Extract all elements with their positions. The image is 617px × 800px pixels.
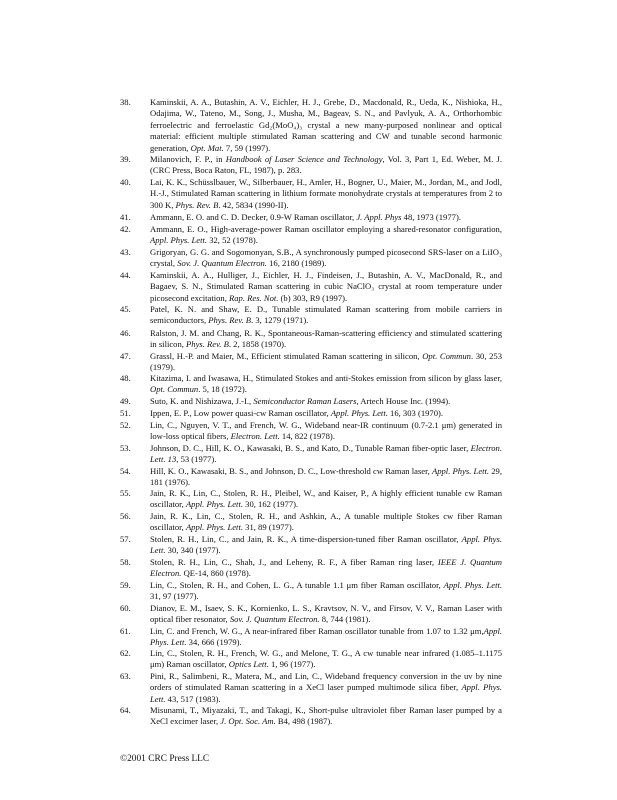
reference-number: 44.: [120, 270, 131, 280]
reference-segment: 43, 517 (1983).: [165, 693, 221, 704]
reference-segment: Ammann, E. O. and C. D. Decker, 0.9-W Raman oscillator,: [150, 212, 357, 222]
reference-number: 61.: [120, 626, 131, 636]
reference-segment: 32, 52 (1978).: [207, 235, 258, 246]
reference-segment: 16, 303 (1970).: [387, 408, 444, 418]
reference-source: Electron. Lett. 13: [150, 443, 502, 465]
reference-source: Opt. Mat.: [190, 142, 224, 153]
reference-number: 45.: [120, 304, 131, 314]
reference-number: 42.: [120, 224, 131, 234]
reference-text: [150, 212, 502, 223]
reference-source: Phys. Rev. B: [175, 199, 219, 210]
reference-source: J. Appl. Phys: [356, 212, 402, 222]
reference-number: 57.: [120, 534, 131, 544]
reference-number: 53.: [120, 443, 131, 453]
reference-number: 49.: [120, 396, 131, 406]
reference-text: [150, 466, 502, 489]
reference-text: [150, 304, 502, 327]
reference-text: [150, 224, 502, 247]
reference-text: [150, 177, 502, 211]
reference-segment: 30, 340 (1977).: [165, 545, 221, 556]
reference-number: 41.: [120, 212, 131, 222]
reference-segment: Lin, C., Nguyen, V. T., and French, W. G., Wideband near-IR continuum (0.7-2.1 μm) generated in low-loss optical fibers,: [150, 420, 502, 442]
reference-segment: Kaminskii, A. A., Hulliger, J., Eichler, H. J., Findeisen, J., Butashin, A. V., MacDonald, R., and Bagaev, S. N., Stimulated Raman scattering in cubic NaClO₃ crystal at room temperature under picosecond excitation,: [150, 270, 502, 303]
reference-source: Appl. Phys. Lett.: [431, 466, 490, 476]
reference-source: Electron. Lett.: [230, 431, 280, 442]
reference-segment: Patel, K. N. and Shaw, E. D., Tunable stimulated Raman scattering from mobile carriers in semiconductors,: [150, 304, 502, 326]
reference-source: Sov. J. Quantum Electron.: [229, 614, 320, 625]
reference-number: 48.: [120, 373, 131, 383]
reference-text: [150, 270, 502, 304]
reference-number: 47.: [120, 351, 131, 361]
reference-source: Handbook of Laser Science and Technology: [225, 154, 383, 164]
reference-text: [150, 154, 502, 177]
reference-number: 59.: [120, 580, 131, 590]
reference-text: [150, 671, 502, 705]
reference-text: [150, 580, 502, 603]
reference-segment: Jain, R. K., Lin, C., Stolen, R. H., Pleibel, W., and Kaiser, P., A highly efficient tunable cw Raman oscillator,: [150, 488, 502, 510]
reference-text: [150, 97, 502, 154]
reference-segment: . 30, 253 (1979).: [150, 351, 502, 373]
reference-number: 40.: [120, 177, 131, 187]
reference-segment: 16, 2180 (1989).: [266, 258, 327, 269]
reference-text: [150, 351, 502, 374]
reference-segment: Ralston, J. M. and Chang, R. K., Spontaneous-Raman-scattering efficiency and stimulated scattering in silicon,: [150, 328, 502, 350]
reference-text: [150, 557, 502, 580]
reference-segment: . 2, 1858 (1970).: [228, 339, 287, 350]
reference-number: 56.: [120, 511, 131, 521]
reference-text: [150, 443, 502, 466]
reference-source: IEEE J. Quantum Electron.: [150, 557, 503, 579]
reference-number: 60.: [120, 603, 131, 613]
reference-source: Optics Lett.: [228, 659, 269, 670]
reference-source: Rap. Res. Not.: [229, 292, 279, 303]
reference-segment: Milanovich, F. P., in: [150, 154, 226, 164]
reference-segment: 30, 162 (1977).: [243, 499, 299, 510]
reference-segment: Ippen, E. P., Low power quasi-cw Raman oscillator,: [150, 408, 331, 418]
reference-text: [150, 603, 502, 626]
reference-segment: Misunami, T., Miyazaki, T., and Takagi, K., Short-pulse ultraviolet fiber Raman laser pumped by a XeCl excimer laser,: [150, 705, 502, 727]
reference-segment: Pini, R., Salimbeni, R., Matera, M., and Lin, C., Wideband frequency conversion in the uv by nine orders of stimulated Raman scattering in a XeCl laser pumped multimode silica fiber,: [150, 671, 502, 693]
reference-text: [150, 373, 502, 396]
reference-text: [150, 328, 502, 351]
reference-segment: B4, 498 (1987).: [275, 716, 333, 727]
reference-source: Appl. Phys. Lett.: [330, 408, 388, 418]
reference-number: 51.: [120, 408, 131, 418]
reference-number: 38.: [120, 97, 131, 107]
reference-source: Opt. Commun: [150, 384, 199, 395]
reference-segment: Hill, K. O., Kawasaki, B. S., and Johnson, D. C., Low-threshold cw Raman laser,: [150, 466, 432, 476]
reference-segment: 1, 96 (1977).: [268, 659, 316, 670]
reference-text: [150, 511, 502, 534]
reference-text: [150, 420, 502, 443]
reference-segment: Lin, C., Stolen, R. H., French, W. G., and Melone, T. G., A cw tunable near infrared (1.085–1.1175 μm) Raman oscillator,: [150, 648, 502, 670]
reference-segment: , Artech House Inc. (1994).: [356, 396, 451, 406]
reference-segment: 14, 822 (1978).: [279, 431, 335, 442]
reference-segment: Lin, C., Stolen, R. H., and Cohen, L. G., A tunable 1.1 μm fiber Raman oscillator,: [150, 580, 444, 590]
reference-segment: QE-14, 860 (1978).: [181, 568, 251, 579]
reference-source: Semiconductor Raman Lasers: [253, 396, 357, 406]
reference-text: [150, 705, 502, 728]
reference-source: Appl. Phys. Lett.: [185, 522, 243, 533]
reference-number: 46.: [120, 328, 131, 338]
reference-segment: Jain, R. K., Lin, C., Stolen, R. H., and Ashkin, A., A tunable multiple Stokes cw fiber Raman oscillator,: [150, 511, 502, 533]
reference-number: 39.: [120, 154, 131, 164]
reference-segment: Dianov, E. M., Isaev, S. K., Kornienko, L. S., Kravtsov, N. V., and Firsov, V. V., Raman Laser with optical fiber resonator,: [150, 603, 502, 625]
reference-number: 52.: [120, 420, 131, 430]
reference-segment: Ammann, E. O., High-average-power Raman oscillator employing a shared-resonator configuration,: [150, 224, 502, 234]
reference-segment: , Vol. 3, Part 1, Ed. Weber, M. J. (CRC Press, Boca Raton, FL, 1987), p. 283.: [150, 154, 502, 176]
reference-number: 43.: [120, 247, 131, 257]
reference-source: Phys. Rev. B: [208, 315, 252, 326]
reference-segment: Stolen, R. H., Lin, C., Shah, J., and Leheny, R. F., A fiber Raman ring laser,: [150, 557, 438, 567]
reference-source: Phys. Rev. B: [186, 339, 229, 350]
reference-segment: 8, 744 (1981).: [319, 614, 371, 625]
reference-segment: . 5, 18 (1972).: [198, 384, 247, 395]
reference-number: 58.: [120, 557, 131, 567]
reference-segment: Grassl, H.-P. and Maier, M., Efficient stimulated Raman scattering in silicon,: [150, 351, 423, 361]
reference-segment: 34, 666 (1979).: [186, 637, 242, 648]
reference-source: Appl. Phys. Lett.: [150, 626, 502, 648]
reference-source: Sov. J. Quantum Electron.: [177, 258, 267, 269]
reference-source: Appl. Phys. Lett.: [150, 682, 503, 704]
reference-segment: . 3, 1279 (1971).: [251, 315, 309, 326]
reference-segment: Kaminskii, A. A., Butashin, A. V., Eichler, H. J., Grebe, D., Macdonald, R., Ueda, K., Nishioka, H., Odajima, W., Tateno, M., Song, J., Musha, M., Bageav, S. N., and Pavlyuk, A. A., Orthorhombic ferroelectric and ferroelastic Gd₂(MoO₄)₃ crystal a new many-purposed nonlinear and optical material: efficient multiple stimulated Raman scattering and CW and tunable second harmonic generation,: [150, 97, 502, 153]
reference-text: [150, 408, 502, 419]
reference-source: Appl. Phys. Lett.: [185, 499, 243, 510]
reference-source: Opt. Commun: [422, 351, 471, 361]
reference-segment: Kitazima, I. and Iwasawa, H., Stimulated Stokes and anti-Stokes emission from silicon by glass laser,: [150, 373, 502, 383]
reference-segment: Lin, C. and French, W. G., A near-infrared fiber Raman oscillator tunable from 1.07 to 1.32 μm,: [150, 626, 484, 636]
reference-segment: 29, 181 (1976).: [150, 466, 502, 488]
reference-number: 54.: [120, 466, 131, 476]
reference-segment: (b) 303, R9 (1997).: [278, 292, 348, 303]
reference-segment: Suto, K. and Nishizawa, J.-I.,: [150, 396, 254, 406]
reference-source: Appl. Phys. Lett.: [443, 580, 502, 590]
reference-number: 64.: [120, 705, 131, 715]
reference-text: [150, 488, 502, 511]
reference-segment: Stolen, R. H., Lin, C., and Jain, R. K., A time-dispersion-tuned fiber Raman oscillator,: [150, 534, 462, 544]
reference-segment: 48, 1973 (1977).: [401, 212, 461, 222]
reference-source: Appl. Phys. Lett.: [150, 534, 502, 556]
reference-text: [150, 626, 502, 649]
reference-segment: , 53 (1977).: [176, 454, 217, 465]
reference-segment: Lai, K. K., Schüsslbauer, W., Silberbauer, H., Amler, H., Bogner, U., Maier, M., Jordan, M., and Jodl, H.-J., Stimulated Raman scattering in lithium formate monohydrate crystals at temperatures from 2 to 300 K,: [150, 177, 502, 210]
reference-source: Appl. Phys. Lett.: [150, 235, 208, 246]
reference-text: [150, 534, 502, 557]
reference-segment: . 42, 5834 (1990-II).: [218, 199, 289, 210]
reference-segment: 31, 97 (1977).: [150, 591, 199, 602]
reference-text: [150, 648, 502, 671]
reference-number: 62.: [120, 648, 131, 658]
reference-source: J. Opt. Soc. Am.: [220, 716, 276, 727]
reference-segment: Johnson, D. C., Hill, K. O., Kawasaki, B. S., and Kato, D., Tunable Raman fiber-optic laser,: [150, 443, 471, 453]
copyright-footer: ©2001 CRC Press LLC: [120, 754, 210, 764]
reference-text: [150, 396, 502, 407]
reference-number: 63.: [120, 671, 131, 681]
reference-segment: Grigoryan, G. G. and Sogomonyan, S.B., A synchronously pumped picosecond SRS-laser on a LiIO₃ crystal,: [150, 247, 502, 269]
reference-text: [150, 247, 502, 270]
reference-number: 55.: [120, 488, 131, 498]
reference-segment: 31, 89 (1977).: [243, 522, 294, 533]
reference-segment: 7, 59 (1997).: [223, 142, 271, 153]
